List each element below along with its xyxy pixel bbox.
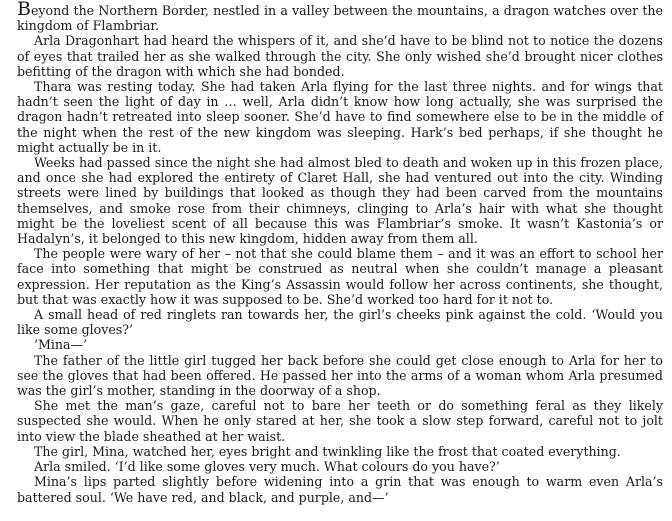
paragraph: She met the man’s gaze, careful not to bare her teeth or do something feral as they likely suspected she would. When he only stared at her, she took a slow step forward, careful not to jolt into view the blade sheathed at her waist. — [17, 398, 663, 444]
document-page — [17, 2, 663, 505]
paragraph: Weeks had passed since the night she had almost bled to death and woken up in this frozen place, and once she had explored the entirety of Claret Hall, she had ventured out into the city. Winding streets were lined by buildings that looked as though they had been carved from the mountains themselves, and smoke rose from their chimneys, clinging to Arla’s hair with what she thought might be the loveliest scent of all because this was Flambriar’s smoke. It wasn’t Kastonia’s or Hadalyn’s, it belonged to this new kingdom, hidden away from them all. — [17, 155, 663, 247]
paragraph: Arla smiled. ‘I’d like some gloves very much. What colours do you have?’ — [34, 459, 500, 475]
paragraph: The people were wary of her – not that she could blame them – and it was an effort to school her face into something that might be construed as neutral when she couldn’t manage a pleasant expression. Her reputation as the King’s Assassin would follow her across continents, she thought, but that was exactly how it was supposed to be. She’d worked too hard for it not to. — [17, 246, 663, 307]
paragraph: Thara was resting today. She had taken Arla flying for the last three nights. and for wings that hadn’t seen the light of day in … well, Arla didn’t know how long actually, she was surprised the dragon hadn’t retreated into sleep sooner. She’d have to find somewhere else to be in the middle of the night when the rest of the new kingdom was sleeping. Hark’s bed perhaps, if she thought he might actually be in it. — [17, 79, 663, 155]
paragraph: A small head of red ringlets ran towards her, the girl’s cheeks pink against the cold. ‘Would you like some gloves?’ — [17, 307, 663, 338]
paragraph: Mina’s lips parted slightly before widening into a grin that was enough to warm even Arla’s battered soul. ‘We have red, and black, and purple, and—’ — [17, 474, 663, 505]
opening-paragraph — [17, 2, 663, 33]
opening-capital: B — [17, 0, 31, 20]
paragraph: Arla Dragonhart had heard the whispers of it, and she’d have to be blind not to notice the dozens of eyes that trailed her as she walked through the city. She only wished she’d brought nicer clothes befitting of the dragon with which she had bonded. — [17, 33, 663, 79]
paragraph: The father of the little girl tugged her back before she could get close enough to Arla for her to see the gloves that had been offered. He passed her into the arms of a woman whom Arla presumed was the girl’s mother, standing in the doorway of a shop. — [17, 352, 663, 399]
opening-text: eyond the Northern Border, nestled in a valley between the mountains, a dragon watches over the kingdom of Flambriar. — [17, 3, 663, 34]
paragraph: ‘Mina—’ — [34, 337, 88, 353]
paragraph: The girl, Mina, watched her, eyes bright and twinkling like the frost that coated everything. — [34, 443, 621, 459]
